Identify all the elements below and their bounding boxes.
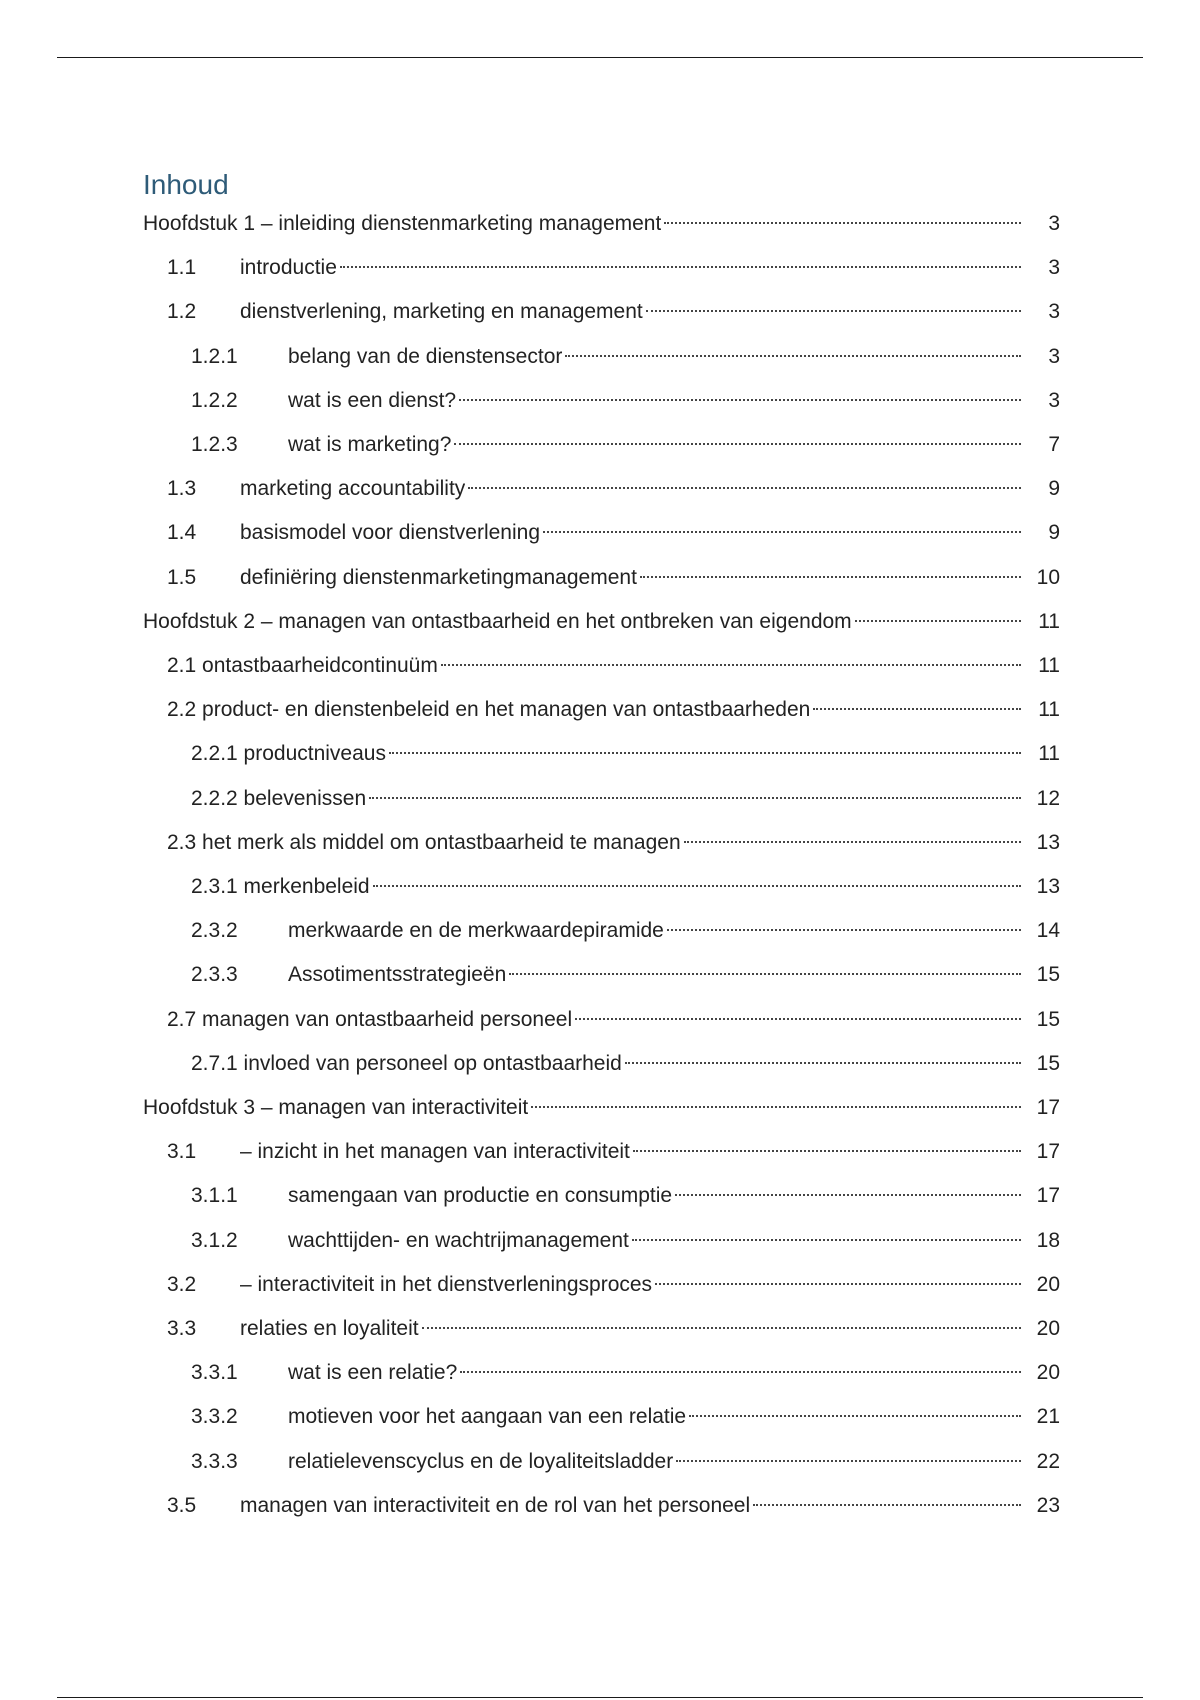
toc-entry-number: 3.1	[167, 1140, 197, 1164]
toc-entry-title: motieven voor het aangaan van een relatie	[288, 1405, 687, 1429]
toc-entry-title: wat is marketing?	[288, 433, 452, 456]
toc-entry-title: 2.3 het merk als middel om ontastbaarheid te managen	[167, 830, 681, 854]
toc-entry-title: Assotimentsstrategieën	[288, 963, 507, 987]
dot-leader	[655, 1283, 1021, 1285]
dot-leader	[640, 576, 1021, 578]
toc-entry-number: 1.1	[167, 256, 197, 280]
dot-leader	[813, 708, 1021, 710]
header-rule	[57, 57, 1143, 58]
toc-entry[interactable]	[0, 386, 1060, 416]
toc-entry-page: 7	[1048, 433, 1060, 456]
toc-entry-page: 13	[1036, 875, 1060, 898]
toc-entry-page: 14	[1036, 919, 1060, 943]
toc-entry-title: 2.2 product- en dienstenbeleid en het managen van ontastbaarheden	[167, 698, 811, 722]
dot-leader	[389, 752, 1021, 754]
toc-entry-number: 3.3.2	[191, 1405, 238, 1429]
toc-entry[interactable]	[0, 1181, 1060, 1211]
toc-entry-number: 1.2	[167, 300, 197, 324]
toc-entry-title: dienstverlening, marketing en management	[240, 300, 643, 324]
toc-entry-title: 2.1 ontastbaarheidcontinuüm	[167, 654, 438, 677]
toc-entry-page: 17	[1036, 1140, 1060, 1164]
toc-title: Inhoud	[143, 169, 229, 200]
toc-entry-title: wachttijden- en wachtrijmanagement	[288, 1228, 629, 1252]
toc-entry-page: 15	[1036, 963, 1060, 987]
toc-entry-page: 22	[1036, 1449, 1060, 1473]
toc-entry-page: 11	[1038, 609, 1060, 633]
toc-entry[interactable]	[0, 916, 1060, 946]
toc-entry-title: merkwaarde en de merkwaardepiramide	[288, 919, 664, 943]
toc-entry-page: 9	[1048, 477, 1060, 501]
toc-entry-number: 1.3	[167, 477, 197, 501]
toc-entry-title: 2.2.1 productniveaus	[191, 742, 386, 766]
toc-entry[interactable]	[0, 209, 1060, 239]
toc-entry-page: 9	[1048, 521, 1060, 545]
toc-entry-title: relatielevenscyclus en de loyaliteitsladder	[288, 1449, 674, 1473]
toc-entry[interactable]	[0, 253, 1060, 283]
toc-entry-page: 12	[1036, 786, 1060, 810]
toc-entry-number: 1.2.2	[191, 388, 238, 412]
toc-entry-title: – inzicht in het managen van interactiviteit	[240, 1140, 630, 1164]
toc-entry-page: 3	[1048, 300, 1060, 324]
dot-leader	[646, 310, 1021, 312]
dot-leader	[633, 1150, 1021, 1152]
toc-entry-number: 1.2.3	[191, 433, 238, 456]
toc-entry-number: 1.4	[167, 521, 197, 545]
toc-entry-title: wat is een relatie?	[288, 1361, 458, 1385]
toc-entry-page: 11	[1038, 742, 1060, 766]
toc-entry[interactable]	[0, 474, 1060, 504]
toc-entry-page: 3	[1048, 344, 1060, 368]
toc-entry-page: 15	[1036, 1051, 1060, 1075]
toc-entry[interactable]	[0, 1093, 1060, 1123]
dot-leader	[460, 1371, 1021, 1373]
dot-leader	[454, 443, 1021, 445]
toc-entry[interactable]	[0, 651, 1060, 681]
toc-entry[interactable]	[0, 872, 1060, 902]
dot-leader	[422, 1327, 1021, 1329]
toc-entry[interactable]	[0, 1137, 1060, 1167]
toc-entry-number: 3.1.1	[191, 1184, 238, 1208]
toc-entry-title: samengaan van productie en consumptie	[288, 1184, 673, 1208]
toc-entry[interactable]	[0, 342, 1060, 372]
toc-entry-number: 3.3.3	[191, 1449, 238, 1473]
toc-entry[interactable]	[0, 1314, 1060, 1344]
toc-entry-page: 3	[1048, 212, 1060, 235]
toc-entry-page: 17	[1036, 1096, 1060, 1119]
toc-entry[interactable]	[0, 784, 1060, 814]
toc-entry-title: definiëring dienstenmarketingmanagement	[240, 565, 637, 589]
toc-entry[interactable]	[0, 1402, 1060, 1432]
toc-entry-title: Hoofdstuk 3 – managen van interactiviteit	[143, 1096, 529, 1119]
toc-entry-number: 2.3.3	[191, 963, 238, 987]
dot-leader	[667, 929, 1021, 931]
dot-leader	[369, 797, 1021, 799]
dot-leader	[664, 222, 1021, 224]
dot-leader	[675, 1194, 1021, 1196]
toc-entry[interactable]	[0, 563, 1060, 593]
toc-entry-title: – interactiviteit in het dienstverleningsproces	[240, 1272, 653, 1296]
dot-leader	[509, 973, 1021, 975]
dot-leader	[625, 1062, 1021, 1064]
toc-entry[interactable]	[0, 695, 1060, 725]
dot-leader	[632, 1239, 1021, 1241]
toc-entry-page: 18	[1036, 1228, 1060, 1252]
toc-entry-title: managen van interactiviteit en de rol van het personeel	[240, 1493, 751, 1517]
toc-entry-title: relaties en loyaliteit	[240, 1317, 419, 1340]
dot-leader	[689, 1415, 1021, 1417]
toc-entry-title: basismodel voor dienstverlening	[240, 521, 540, 545]
toc-entry[interactable]	[0, 1049, 1060, 1079]
dot-leader	[340, 266, 1021, 268]
toc-entry-number: 1.5	[167, 565, 197, 589]
dot-leader	[373, 885, 1021, 887]
toc-entry-number: 3.3.1	[191, 1361, 238, 1385]
toc-entry[interactable]	[0, 1005, 1060, 1035]
toc-entry-page: 17	[1036, 1184, 1060, 1208]
toc-entry[interactable]	[0, 1358, 1060, 1388]
dot-leader	[575, 1018, 1021, 1020]
toc-entry-title: Hoofdstuk 2 – managen van ontastbaarheid en het ontbreken van eigendom	[143, 609, 852, 633]
toc-entry-title: marketing accountability	[240, 477, 466, 501]
toc-entry[interactable]	[0, 960, 1060, 990]
toc-entry-number: 3.5	[167, 1493, 197, 1517]
toc-entry[interactable]	[0, 1491, 1060, 1521]
toc-entry[interactable]	[0, 607, 1060, 637]
toc-entry-page: 3	[1048, 256, 1060, 280]
toc-entry-title: 2.2.2 belevenissen	[191, 786, 367, 810]
toc-entry-number: 3.3	[167, 1317, 197, 1340]
toc-entry-page: 20	[1036, 1272, 1060, 1296]
toc-entry[interactable]	[0, 1447, 1060, 1477]
toc-entry-title: 2.7 managen van ontastbaarheid personeel	[167, 1007, 573, 1031]
toc-entry-title: introductie	[240, 256, 337, 280]
dot-leader	[565, 355, 1021, 357]
toc-entry-number: 2.3.2	[191, 919, 238, 943]
toc-entry[interactable]	[0, 1270, 1060, 1300]
dot-leader	[459, 399, 1021, 401]
toc-entry-page: 15	[1036, 1007, 1060, 1031]
dot-leader	[676, 1460, 1021, 1462]
toc-entry-page: 13	[1036, 830, 1060, 854]
toc-entry-page: 20	[1036, 1317, 1060, 1340]
toc-entry-title: 2.3.1 merkenbeleid	[191, 875, 370, 898]
toc-entry-title: Hoofdstuk 1 – inleiding dienstenmarketing management	[143, 212, 662, 235]
dot-leader	[753, 1504, 1021, 1506]
footer-rule	[57, 1697, 1143, 1698]
toc-entry-page: 21	[1036, 1405, 1060, 1429]
dot-leader	[531, 1106, 1021, 1108]
dot-leader	[684, 841, 1021, 843]
toc-entry[interactable]	[0, 1226, 1060, 1256]
toc-entry-page: 3	[1048, 388, 1060, 412]
toc-entry-title: 2.7.1 invloed van personeel op ontastbaarheid	[191, 1051, 622, 1075]
toc-entry-page: 20	[1036, 1361, 1060, 1385]
dot-leader	[543, 531, 1021, 533]
toc-entry-page: 11	[1038, 698, 1060, 722]
toc-entry-number: 1.2.1	[191, 344, 238, 368]
toc-entry[interactable]	[0, 739, 1060, 769]
toc-entry-title: belang van de dienstensector	[288, 344, 563, 368]
dot-leader	[468, 487, 1021, 489]
toc-entry[interactable]	[0, 828, 1060, 858]
toc-entry-page: 11	[1038, 654, 1060, 677]
toc-entry[interactable]	[0, 297, 1060, 327]
toc-entry[interactable]	[0, 430, 1060, 460]
toc-entry-number: 3.2	[167, 1272, 197, 1296]
toc-entry[interactable]	[0, 518, 1060, 548]
dot-leader	[441, 664, 1021, 666]
dot-leader	[855, 620, 1021, 622]
toc-entry-title: wat is een dienst?	[288, 388, 457, 412]
toc-entry-page: 10	[1036, 565, 1060, 589]
toc-entry-page: 23	[1036, 1493, 1060, 1517]
toc-entry-number: 3.1.2	[191, 1228, 238, 1252]
